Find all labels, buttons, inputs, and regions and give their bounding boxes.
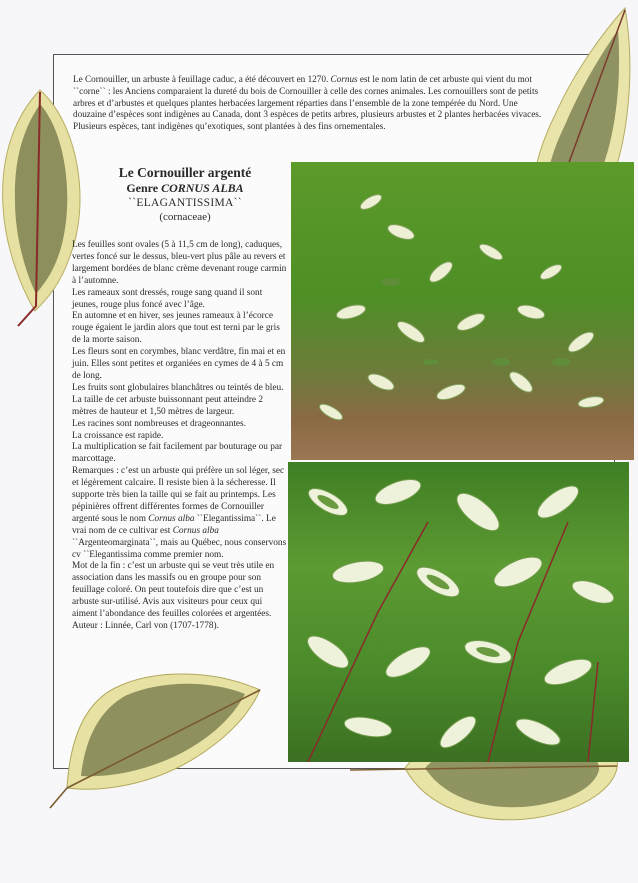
intro-latin-name: Cornus bbox=[330, 74, 358, 84]
paragraph-leaves: Les feuilles sont ovales (5 à 11,5 cm de long), caduques, vertes foncé sur le dessus, bleu-vert plus pâle au revers et largement bordées de blanc crème devenant rouge carmin à l’automne. bbox=[72, 240, 287, 286]
genus-line bbox=[95, 181, 275, 196]
remarks-latin-1: Cornus alba bbox=[148, 513, 195, 524]
intro-text-start: Le Cornouiller, un arbuste à feuillage caduc, a été découvert en 1270. bbox=[73, 74, 331, 84]
remarks-text-2: ``Elegantissima``. Le vrai nom de ce cultivar est bbox=[72, 513, 276, 536]
intro-text-rest: est le nom latin de cet arbuste qui vient du mot ``corne`` : les Anciens comparaient la dureté du bois de Cornouiller à celle des cornes animales. Les cornouillers sont de petits arbres et d’arbustes et quelques plantes herbacées largement réparties dans l’ensemble de la zone tempérée du Nord. Une douzaine d’espèces sont indigènes au Canada, dont 3 espèces de petits arbres, plusieurs arbustes et 2 plantes herbacées vivaces. Plusieurs espèces, tant indigènes qu’exotiques, sont plantées à des fins ornementales. bbox=[73, 74, 542, 132]
paragraph-roots: Les racines sont nombreuses et drageonnantes. bbox=[72, 418, 247, 429]
shrub-photo-garden bbox=[291, 162, 634, 460]
paragraph-final-word: Mot de la fin : c’est un arbuste qui se veut très utile en association dans les massifs ou en groupe pour son feuillage coloré. On peut toutefois dire que c’est un arbuste sur-utilisé. Avis aux visiteurs pour ceux qui aiment l’abondance des feuilles colorées et argentées. bbox=[72, 561, 275, 620]
page-title: Le Cornouiller argenté bbox=[118, 165, 252, 180]
paragraph-growth: La croissance est rapide. bbox=[72, 430, 164, 441]
remarks-text-1: Remarques : c’est un arbuste qui préfère un sol léger, sec et légèrement calcaire. Il resiste bien à la sécheresse. Il supporte très bien la taille qui se fait au printemps. Les pépinières offrent différentes formes de Cornouiller argenté sous le nom bbox=[72, 466, 285, 524]
remarks-text-3: ``Argenteomarginata``, mais au Québec, nous conservons cv ``Elegantissima comme premier nom. bbox=[72, 537, 287, 560]
paragraph-fruits: Les fruits sont globulaires blanchâtres ou teintés de bleu. bbox=[72, 382, 284, 393]
author-line: Auteur : Linnée, Carl von (1707-1778). bbox=[72, 621, 219, 631]
title-block bbox=[95, 164, 275, 225]
paragraph-autumn: En automne et en hiver, ses jeunes rameaux à l’écorce rouge égaient le jardin alors que tout est terni par le gris de la morte saison. bbox=[72, 311, 280, 346]
paragraph-branches: Les rameaux sont dressés, rouge sang quand il sont jeunes, rouge plus foncé avec l’âge. bbox=[72, 287, 263, 310]
paragraph-propagation: La multiplication se fait facilement par bouturage ou par marcottage. bbox=[72, 442, 283, 465]
intro-paragraph bbox=[73, 74, 543, 133]
paragraph-flowers: Les fleurs sont en corymbes, blanc verdâtre, fin mai et en juin. Elles sont petites et organiées en cymes de 4 à 5 cm de long. bbox=[72, 347, 286, 381]
leaf-bottom-left-image bbox=[45, 668, 265, 813]
paragraph-remarks bbox=[72, 466, 288, 561]
genus-prefix: Genre bbox=[126, 181, 162, 195]
cultivar-line: ``ELAGANTISSIMA`` bbox=[128, 197, 242, 209]
remarks-latin-2: Cornus alba bbox=[172, 525, 219, 536]
description-text bbox=[72, 240, 288, 633]
shrub-photo-closeup bbox=[288, 462, 629, 762]
genus-name: CORNUS ALBA bbox=[161, 181, 244, 195]
family-line: (cornaceae) bbox=[159, 211, 211, 223]
paragraph-size: La taille de cet arbuste buissonnant peut atteindre 2 mètres de hauteur et 1,50 mètres de largeur. bbox=[72, 394, 264, 417]
